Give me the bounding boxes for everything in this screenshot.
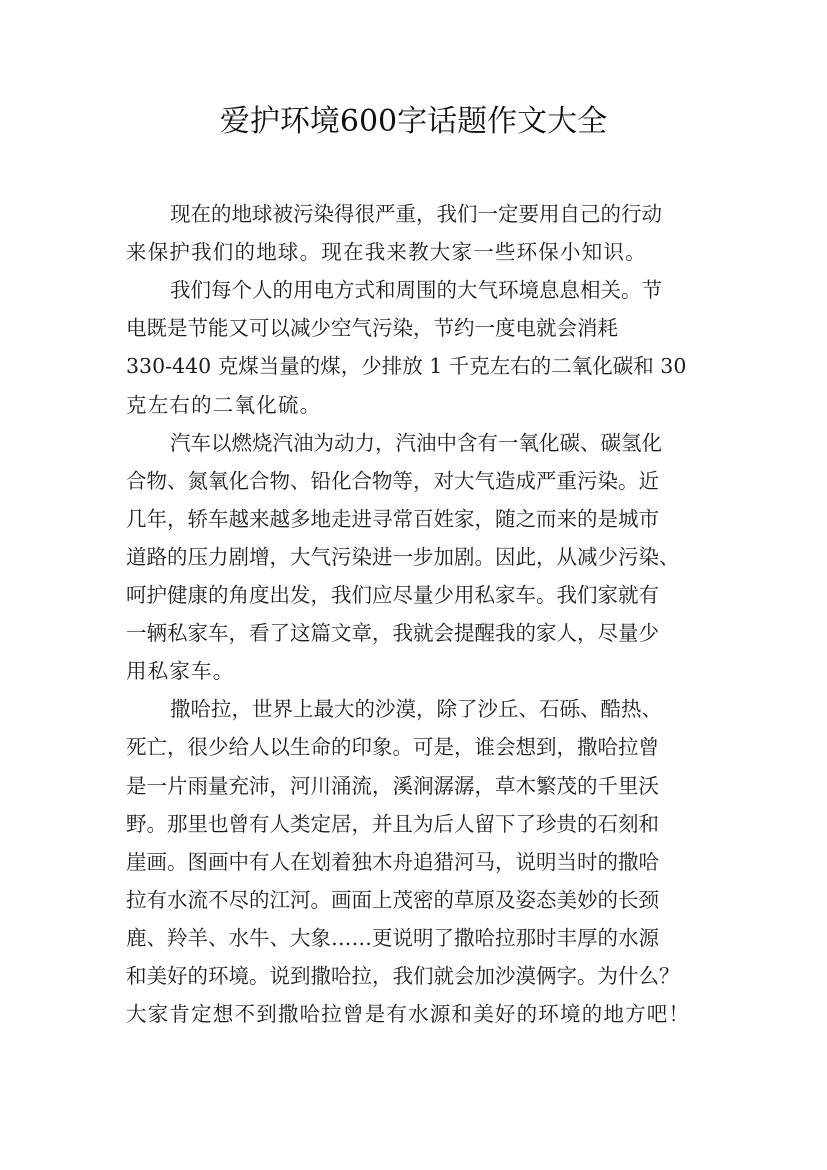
paragraph-line: 崖画。图画中有人在划着独木舟追猎河马，说明当时的撒哈 — [126, 849, 659, 874]
paragraph-line: 和美好的环境。说到撒哈拉，我们就会加沙漠俩字。为什么？ — [126, 964, 680, 988]
paragraph-line: 撒哈拉，世界上最大的沙漠，除了沙丘、石砾、酷热、 — [170, 697, 662, 722]
paragraph-line: 大家肯定想不到撒哈拉曾是有水源和美好的环境的地方吧！ — [126, 1002, 691, 1027]
paragraph-line: 道路的压力剧增，大气污染进一步加剧。因此，从减少污染、 — [126, 544, 680, 569]
paragraph-line: 我们每个人的用电方式和周围的大气环境息息相关。节 — [170, 278, 662, 303]
paragraph-line: 合物、氮氧化合物、铅化合物等，对大气造成严重污染。近 — [126, 468, 659, 493]
paragraph-line: 330-440 克煤当量的煤，少排放 1 千克左右的二氧化碳和 30 — [126, 354, 687, 379]
paragraph-line: 电既是节能又可以减少空气污染，节约一度电就会消耗 — [126, 316, 618, 341]
paragraph-line: 是一片雨量充沛，河川涌流，溪涧潺潺，草木繁茂的千里沃 — [126, 773, 659, 798]
paragraph-line: 拉有水流不尽的江河。画面上茂密的草原及姿态美妙的长颈 — [126, 887, 659, 912]
paragraph-line: 野。那里也曾有人类定居，并且为后人留下了珍贵的石刻和 — [126, 811, 659, 836]
paragraph-line: 几年，轿车越来越多地走进寻常百姓家，随之而来的是城市 — [126, 506, 659, 531]
paragraph-line: 呵护健康的角度出发，我们应尽量少用私家车。我们家就有 — [126, 583, 659, 607]
paragraph-line: 鹿、羚羊、水牛、大象……更说明了撒哈拉那时丰厚的水源 — [126, 925, 659, 950]
paragraph-line: 克左右的二氧化硫。 — [126, 392, 322, 417]
paragraph-line: 来保护我们的地球。现在我来教大家一些环保小知识。 — [126, 240, 647, 265]
paragraph-line: 死亡，很少给人以生命的印象。可是，谁会想到，撒哈拉曾 — [126, 735, 659, 760]
paragraph-line: 用私家车。 — [126, 659, 235, 684]
paragraph-line: 一辆私家车，看了这篇文章，我就会提醒我的家人，尽量少 — [126, 621, 659, 646]
paragraph-line: 现在的地球被污染得很严重，我们一定要用自己的行动 — [170, 202, 662, 226]
document-title: 爱护环境600字话题作文大全 — [219, 104, 608, 139]
paragraph-line: 汽车以燃烧汽油为动力，汽油中含有一氧化碳、碳氢化 — [170, 430, 662, 455]
